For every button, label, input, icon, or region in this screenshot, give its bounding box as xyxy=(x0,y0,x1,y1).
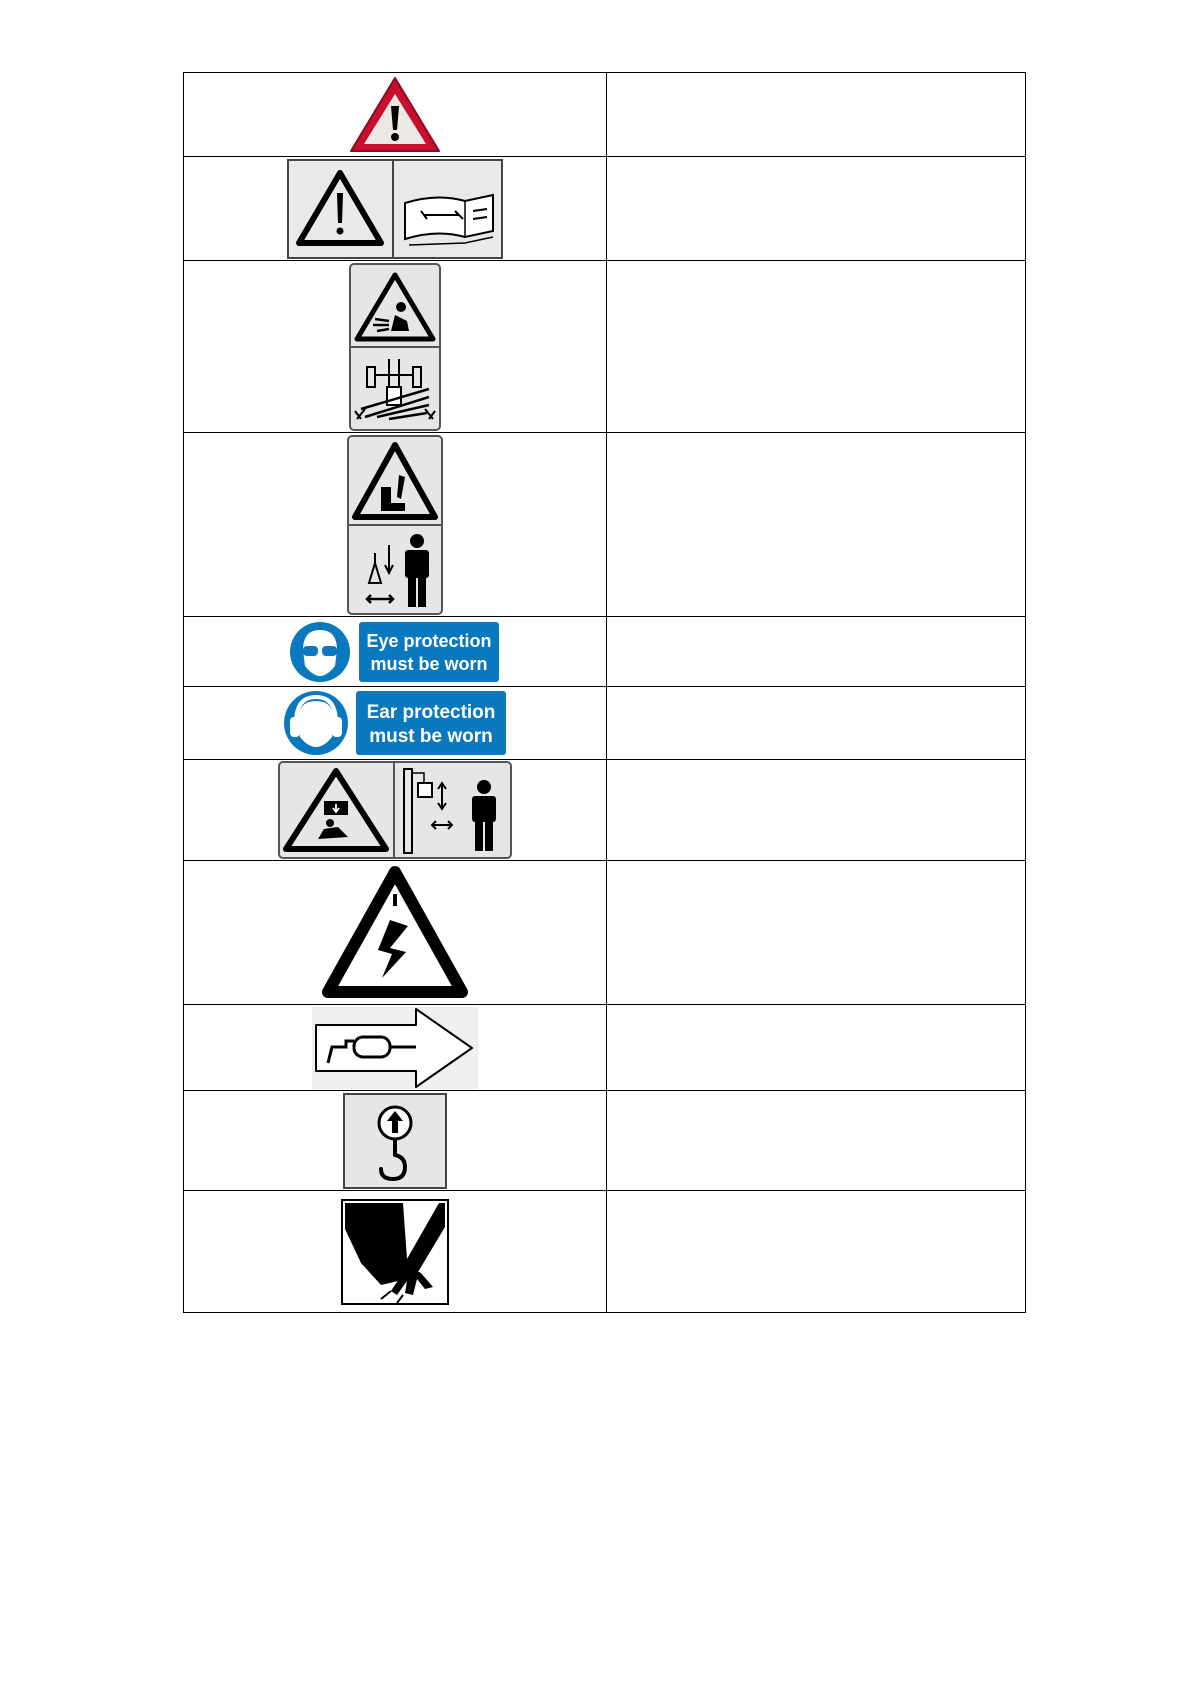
safety-symbols-table xyxy=(183,72,1026,1313)
general-warning-red-triangle-icon xyxy=(347,74,443,156)
table-row xyxy=(184,687,1026,760)
table-row xyxy=(184,1191,1026,1313)
symbol-cell xyxy=(184,1191,607,1313)
table-row xyxy=(184,433,1026,617)
symbol-cell xyxy=(184,861,607,1005)
symbol-cell xyxy=(184,617,607,687)
table-row xyxy=(184,261,1026,433)
description-cell xyxy=(607,760,1026,861)
description-cell xyxy=(607,1091,1026,1191)
symbol-cell xyxy=(184,433,607,617)
description-cell xyxy=(607,157,1026,261)
table-row xyxy=(184,73,1026,157)
table-row xyxy=(184,157,1026,261)
symbol-cell xyxy=(184,73,607,157)
symbol-cell xyxy=(184,1005,607,1091)
eye-protection-icon xyxy=(289,620,501,684)
electric-shock-warning-icon xyxy=(320,864,470,1002)
table-row xyxy=(184,760,1026,861)
symbol-cell xyxy=(184,687,607,760)
description-cell xyxy=(607,1005,1026,1091)
symbol-cell xyxy=(184,261,607,433)
falling-load-keep-clear-icon xyxy=(278,761,512,859)
description-cell xyxy=(607,1191,1026,1313)
description-cell xyxy=(607,73,1026,157)
ejected-objects-keep-distance-icon xyxy=(349,263,441,431)
lifting-hook-point-icon xyxy=(343,1093,447,1189)
table-row xyxy=(184,1091,1026,1191)
table-row xyxy=(184,617,1026,687)
hand-entanglement-icon xyxy=(341,1199,449,1305)
description-cell xyxy=(607,861,1026,1005)
table-row xyxy=(184,1005,1026,1091)
read-manual-warning-icon xyxy=(287,159,503,259)
eye-sign-line-1: Eye protection xyxy=(366,630,492,651)
eye-sign-line-2: must be worn xyxy=(370,653,488,674)
description-cell xyxy=(607,687,1026,760)
foot-crush-keep-clear-icon xyxy=(347,435,443,615)
ear-protection-icon xyxy=(282,689,508,757)
symbol-cell xyxy=(184,1091,607,1191)
description-cell xyxy=(607,617,1026,687)
grease-gun-arrow-icon xyxy=(312,1007,478,1089)
description-cell xyxy=(607,433,1026,617)
ear-sign-line-1: Ear protection xyxy=(366,702,496,723)
table-row xyxy=(184,861,1026,1005)
symbol-cell xyxy=(184,760,607,861)
symbol-cell xyxy=(184,157,607,261)
ear-sign-line-2: must be worn xyxy=(369,726,493,747)
description-cell xyxy=(607,261,1026,433)
